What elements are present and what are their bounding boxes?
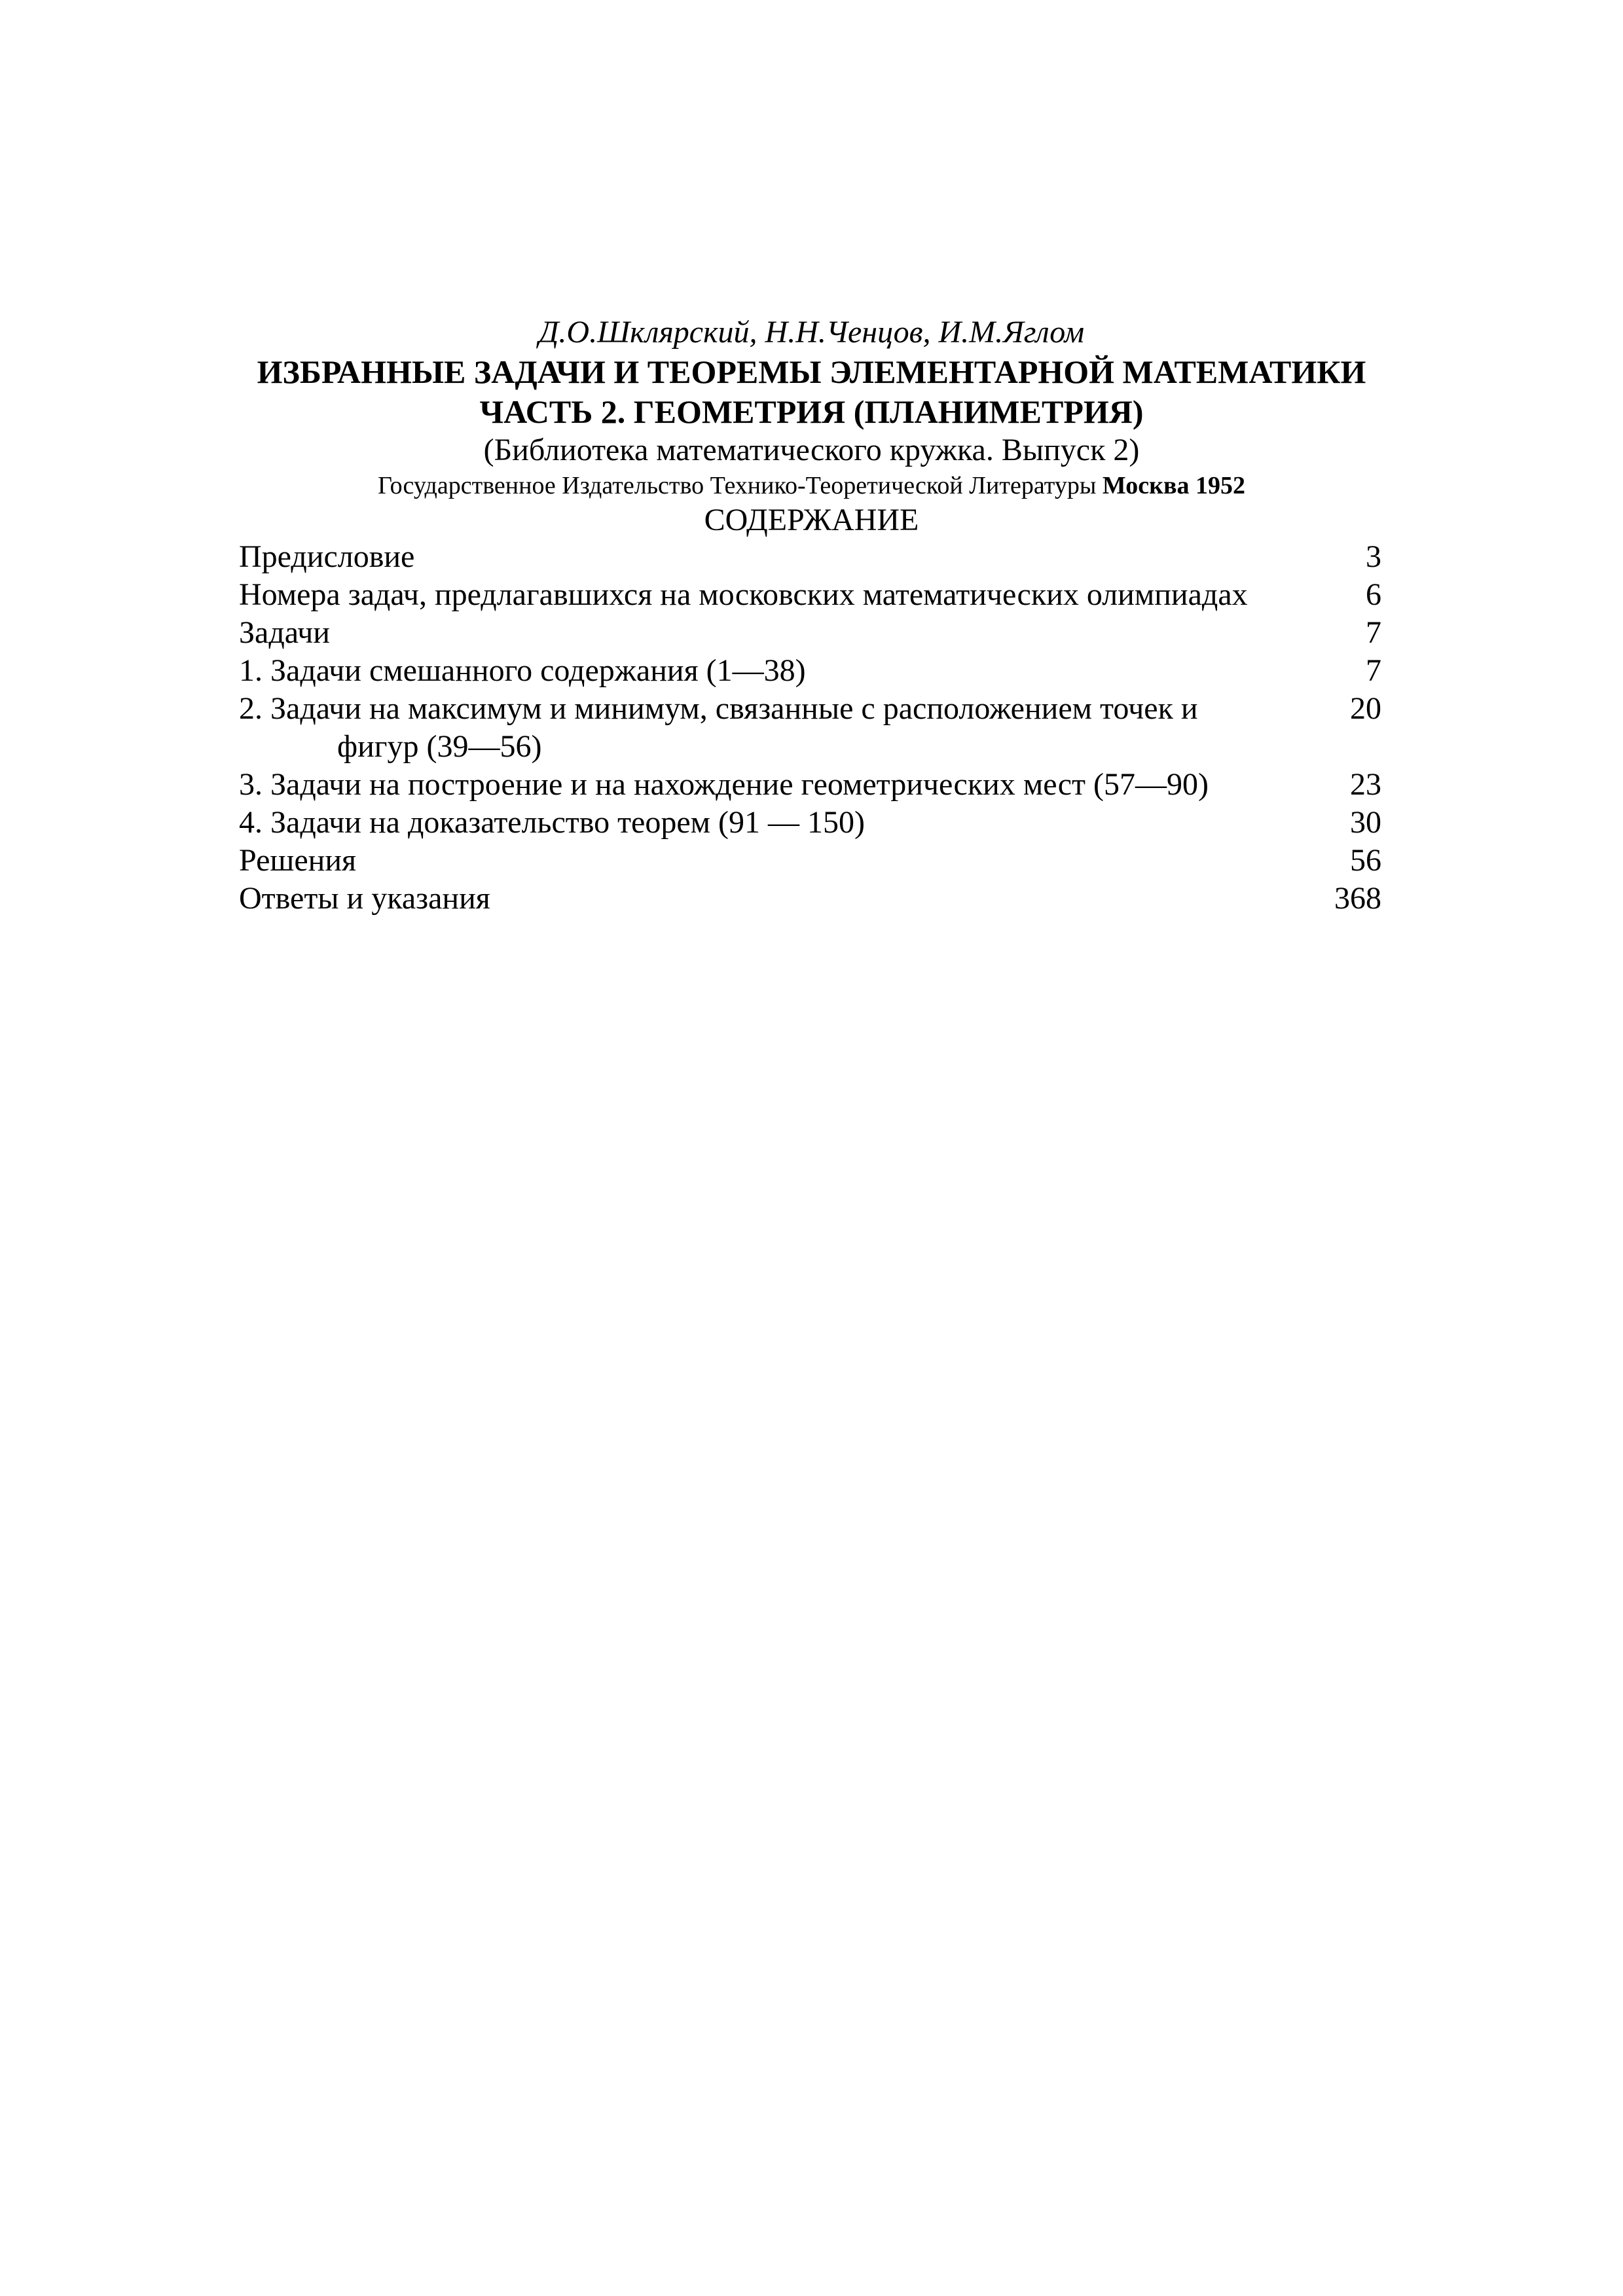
toc-entry-section-4 <box>239 804 1381 842</box>
toc-entry-page: 56 <box>1350 843 1381 878</box>
toc-entry-section-3 <box>239 766 1381 804</box>
toc-entry-solutions <box>239 842 1381 880</box>
toc-entry-title: Ответы и указания <box>239 881 490 916</box>
publisher-name: Государственное Издательство Технико-Теоретической Литературы <box>377 472 1097 499</box>
toc-entry-title: Предисловие <box>239 539 415 574</box>
toc-entry-page: 3 <box>1366 539 1381 574</box>
toc-entry-title-continuation: фигур (39—56) <box>337 729 542 764</box>
toc-entry-answers <box>239 880 1381 918</box>
toc-entry-page: 23 <box>1350 767 1381 802</box>
toc-entry-title <box>239 690 1280 766</box>
toc-entry-page: 7 <box>1366 615 1381 650</box>
table-of-contents <box>239 538 1381 918</box>
contents-heading: СОДЕРЖАНИЕ <box>704 503 919 537</box>
toc-entry-page: 20 <box>1350 691 1381 726</box>
publisher-line <box>0 470 1623 501</box>
authors: Д.О.Шклярский, Н.Н.Ченцов, И.М.Яглом <box>538 315 1085 350</box>
book-title: ИЗБРАННЫЕ ЗАДАЧИ И ТЕОРЕМЫ ЭЛЕМЕНТАРНОЙ МАТЕМАТИКИ <box>257 353 1366 390</box>
toc-entry-title-line: 2. Задачи на максимум и минимум, связанные с расположением точек и <box>239 691 1198 726</box>
part-title: ЧАСТЬ 2. ГЕОМЕТРИЯ (ПЛАНИМЕТРИЯ) <box>479 393 1144 430</box>
toc-entry-title: Задачи <box>239 615 330 650</box>
toc-entry-page: 30 <box>1350 805 1381 840</box>
toc-entry-title: Решения <box>239 843 357 878</box>
toc-entry-section-1 <box>239 652 1381 690</box>
toc-entry-title: 1. Задачи смешанного содержания (1—38) <box>239 653 806 688</box>
series-info: (Библиотека математического кружка. Выпуск 2) <box>483 433 1140 467</box>
toc-entry-olympiad-numbers <box>239 576 1381 614</box>
toc-entry-page: 7 <box>1366 653 1381 688</box>
toc-entry-page: 6 <box>1366 577 1381 612</box>
toc-entry-title: 4. Задачи на доказательство теорем (91 — 150) <box>239 805 865 840</box>
place-year: Москва 1952 <box>1102 472 1246 499</box>
toc-entry-title: 3. Задачи на построение и на нахождение геометрических мест (57—90) <box>239 767 1209 802</box>
toc-entry-preface <box>239 538 1381 576</box>
toc-entry-problems <box>239 614 1381 652</box>
toc-entry-title: Номера задач, предлагавшихся на московских математических олимпиадах <box>239 577 1248 612</box>
toc-entry-page: 368 <box>1334 881 1381 916</box>
toc-entry-section-2 <box>239 690 1381 766</box>
